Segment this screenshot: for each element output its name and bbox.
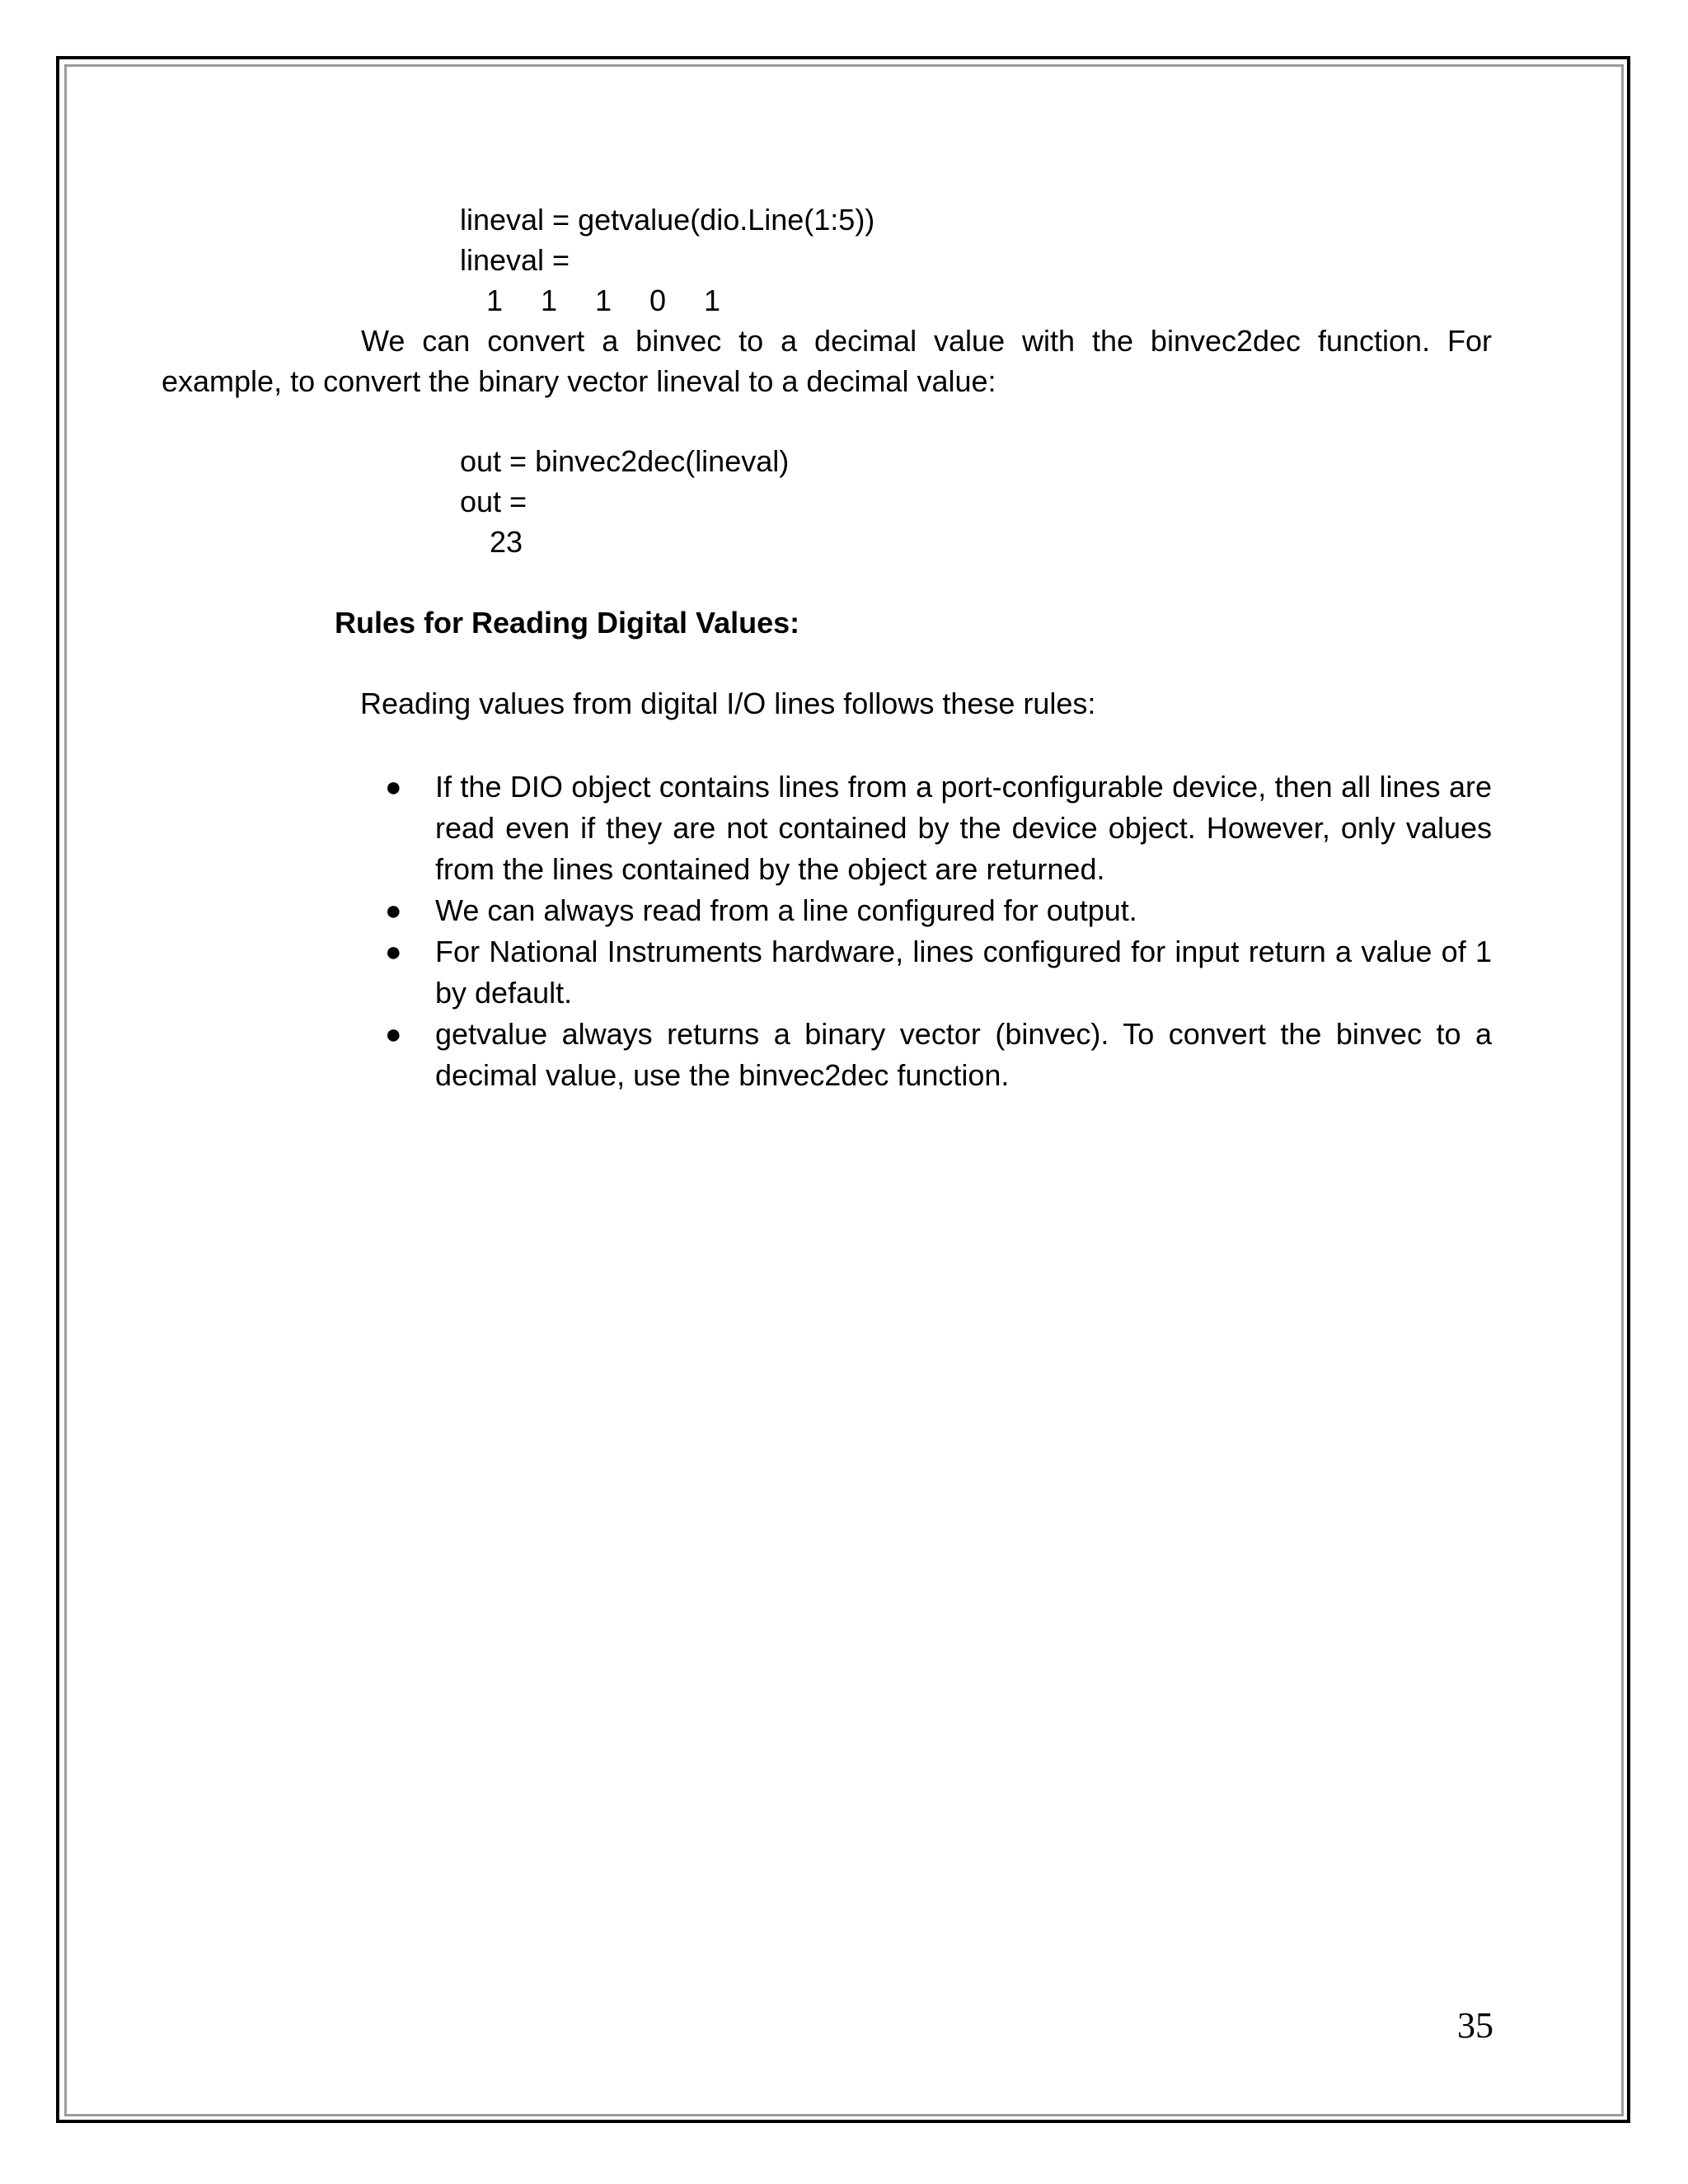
section-heading: Rules for Reading Digital Values: [335,606,800,640]
bullet-icon: ● [385,895,402,926]
lineval-bit: 1 [486,284,504,317]
list-item [385,931,1492,1014]
code-line-lineval: lineval = [460,243,570,277]
page-number: 35 [1457,2005,1493,2046]
code-output-lineval [486,280,758,321]
rule-text: getvalue always returns a binary vector (binvec). To convert the binvec to a decimal value, use the binvec2dec function. [435,1017,1492,1092]
list-item [385,1014,1492,1096]
lineval-bit: 1 [704,284,721,317]
rule-text: If the DIO object contains lines from a port-configurable device, then all lines are read even if they are not contained by the device object. However, only values from the lines contained by the object are returned. [435,770,1492,886]
bullet-icon: ● [385,771,402,803]
bullet-icon: ● [385,1019,402,1050]
paragraph-text: We can convert a binvec to a decimal value with the binvec2dec function. For example, to convert the binary vector lineval to a decimal value: [162,324,1492,398]
lineval-bit: 1 [541,284,558,317]
section-intro: Reading values from digital I/O lines follows these rules: [360,687,1096,720]
rule-text: We can always read from a line configured for output. [435,893,1137,927]
code-line-getvalue: lineval = getvalue(dio.Line(1:5)) [460,203,875,237]
list-item [385,890,1492,931]
lineval-bit: 1 [595,284,612,317]
code-line-binvec2dec: out = binvec2dec(lineval) [460,444,790,478]
lineval-bit: 0 [649,284,667,317]
rule-text: For National Instruments hardware, lines configured for input return a value of 1 by default. [435,935,1492,1010]
paragraph-binvec2dec [162,321,1492,401]
code-output-out: 23 [490,525,523,559]
rules-list [0,766,1688,1096]
code-line-out: out = [460,485,528,518]
bullet-icon: ● [385,936,402,968]
list-item [385,766,1492,890]
